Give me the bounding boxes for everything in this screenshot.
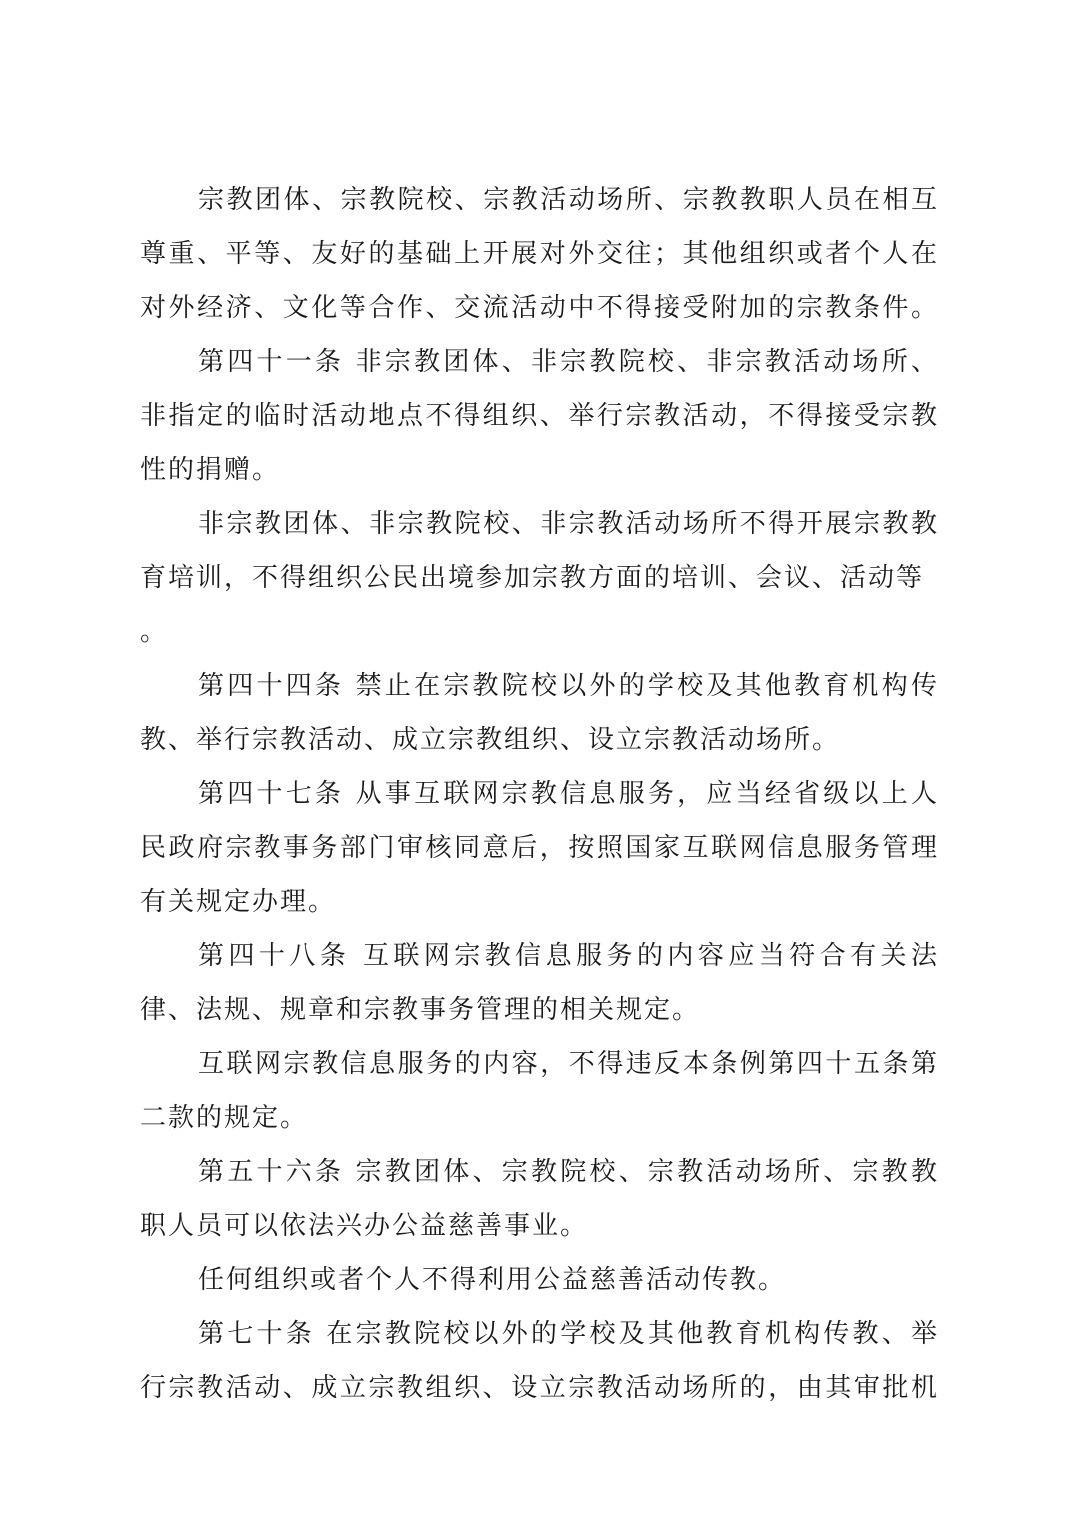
text-line: 律、法规、规章和宗教事务管理的相关规定。: [140, 995, 701, 1025]
text-line: 行宗教活动、成立宗教组织、设立宗教活动场所的，由其审批机: [140, 1373, 937, 1403]
text-line: 教、举行宗教活动、成立宗教组织、设立宗教活动场所。: [140, 725, 841, 755]
text-line: 民政府宗教事务部门审核同意后，按照国家互联网信息服务管理: [140, 833, 937, 863]
text-line: 性的捐赠。: [140, 455, 281, 485]
text-line: 非指定的临时活动地点不得组织、举行宗教活动，不得接受宗教: [140, 401, 937, 431]
text-line: 第七十条 在宗教院校以外的学校及其他教育机构传教、举: [198, 1319, 937, 1349]
text-line: 尊重、平等、友好的基础上开展对外交往；其他组织或者个人在: [140, 239, 937, 269]
document-body: [140, 173, 937, 1415]
text-line: 二款的规定。: [140, 1103, 309, 1133]
text-line: 第五十六条 宗教团体、宗教院校、宗教活动场所、宗教教: [198, 1157, 937, 1187]
paragraph: [140, 767, 937, 929]
text-line: 第四十一条 非宗教团体、非宗教院校、非宗教活动场所、: [198, 347, 937, 377]
text-line: 第四十八条 互联网宗教信息服务的内容应当符合有关法: [198, 941, 937, 971]
paragraph: [140, 1253, 937, 1307]
paragraph: [140, 173, 937, 335]
text-line: 职人员可以依法兴办公益慈善事业。: [140, 1211, 589, 1241]
text-line: 对外经济、文化等合作、交流活动中不得接受附加的宗教条件。: [140, 293, 937, 323]
text-line: 任何组织或者个人不得利用公益慈善活动传教。: [198, 1265, 787, 1295]
paragraph: [140, 659, 937, 767]
paragraph: [140, 1037, 937, 1145]
paragraph: [140, 335, 937, 497]
paragraph: [140, 1145, 937, 1253]
paragraph: [140, 1307, 937, 1415]
text-line: 宗教团体、宗教院校、宗教活动场所、宗教教职人员在相互: [198, 185, 937, 215]
text-line: 非宗教团体、非宗教院校、非宗教活动场所不得开展宗教教: [198, 509, 937, 539]
paragraph: [140, 929, 937, 1037]
text-line: 育培训，不得组织公民出境参加宗教方面的培训、会议、活动等。: [140, 563, 925, 647]
text-line: 有关规定办理。: [140, 887, 337, 917]
text-line: 互联网宗教信息服务的内容，不得违反本条例第四十五条第: [198, 1049, 937, 1079]
text-line: 第四十七条 从事互联网宗教信息服务，应当经省级以上人: [198, 779, 937, 809]
text-line: 第四十四条 禁止在宗教院校以外的学校及其他教育机构传: [198, 671, 937, 701]
paragraph: [140, 497, 937, 659]
